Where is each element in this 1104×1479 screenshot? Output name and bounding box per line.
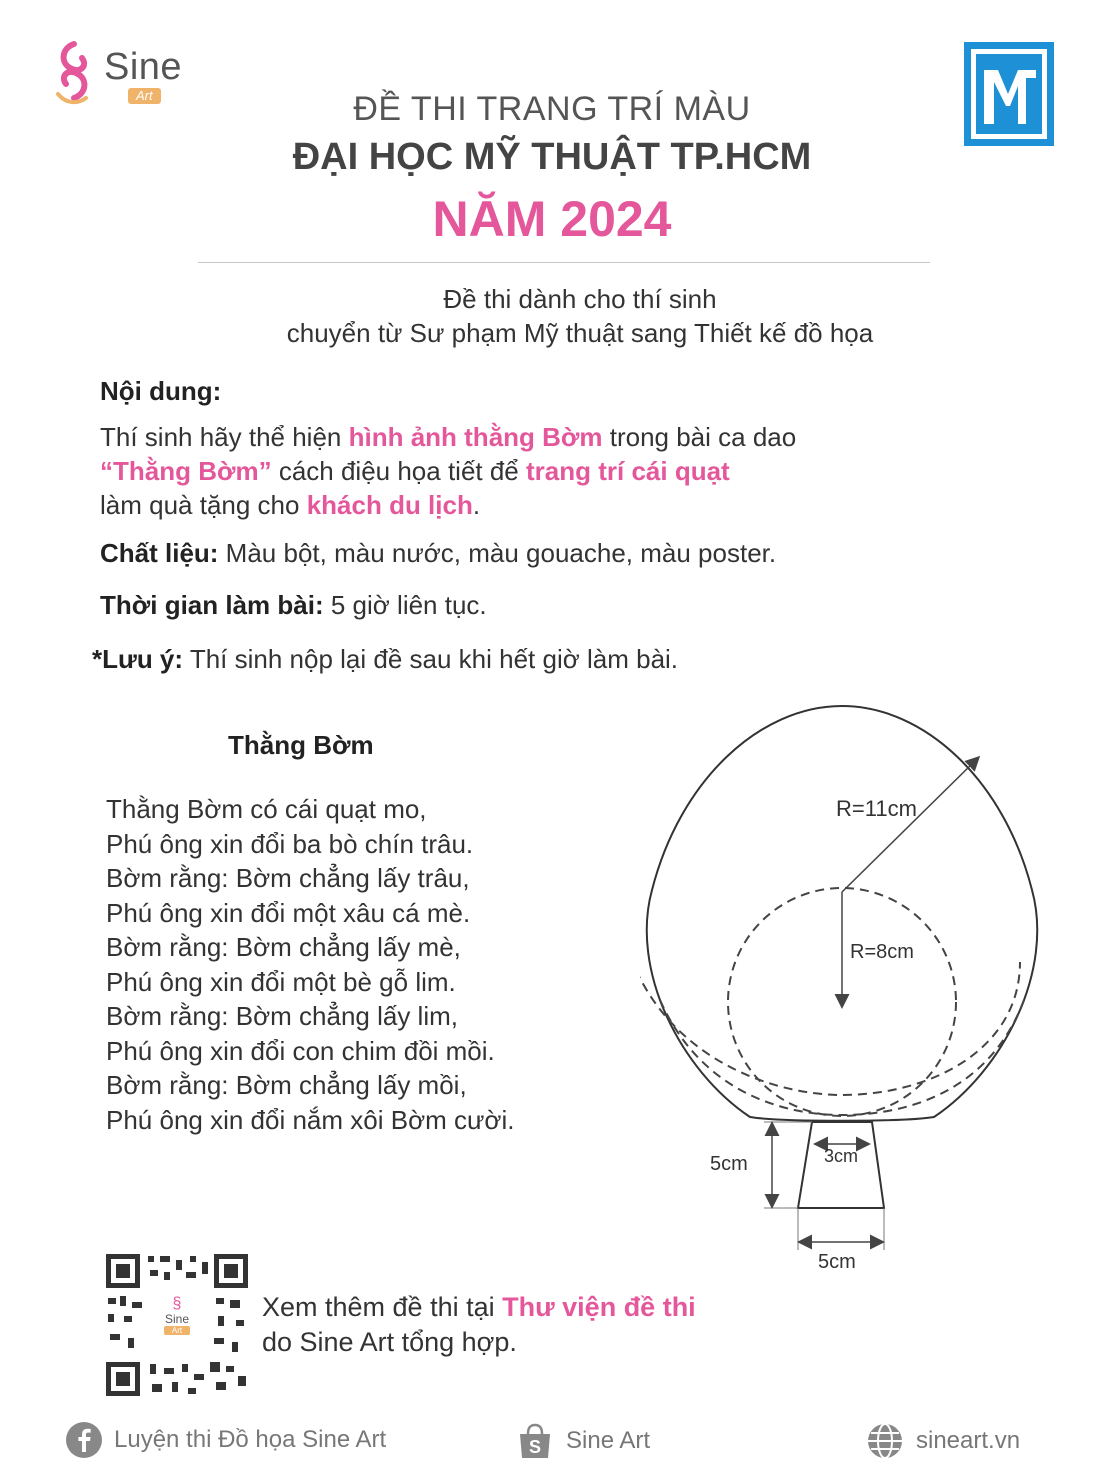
outer-radius-label: R=11cm (836, 796, 917, 821)
divider (198, 262, 930, 263)
footer-facebook-label: Luyện thi Đồ họa Sine Art (114, 1426, 387, 1453)
fan-dashed-arc (640, 962, 1020, 1095)
footer-shop-label: Sine Art (566, 1427, 651, 1454)
footer-website[interactable] (866, 1422, 1020, 1460)
poem-body (106, 792, 514, 1137)
fan-diagram (640, 700, 1060, 1280)
exam-title: ĐỀ THI TRANG TRÍ MÀU (353, 90, 751, 128)
content-text: Thí sinh hãy thể hiện (100, 422, 349, 452)
poem-line: Bờm rằng: Bờm chẳng lấy mè, (106, 932, 461, 962)
poem-line: Bờm rằng: Bờm chẳng lấy trâu, (106, 863, 470, 893)
poem-title: Thằng Bờm (228, 730, 374, 760)
poem-line: Bờm rằng: Bờm chẳng lấy lim, (106, 1001, 458, 1031)
poem-line: Phú ông xin đổi ba bò chín trâu. (106, 828, 474, 859)
time-line (100, 588, 487, 622)
outer-radius-arrow (842, 758, 978, 892)
content-highlight: trang trí cái quạt (526, 456, 730, 486)
handle-bottom-label: 5cm (818, 1251, 856, 1273)
library-link[interactable]: Thư viện đề thi (502, 1292, 696, 1322)
svg-text:S: S (528, 1437, 542, 1457)
university-name: ĐẠI HỌC MỸ THUẬT TP.HCM (292, 136, 812, 178)
time-value: 5 giờ liên tục. (323, 590, 487, 620)
content-highlight: “Thằng Bờm” (100, 456, 272, 486)
qr-logo-text: Sine (164, 1312, 190, 1326)
content-paragraph-line1 (100, 420, 796, 454)
content-paragraph-line3 (100, 488, 480, 522)
subtitle-line1: Đề thi dành cho thí sinh (443, 284, 717, 314)
material-value: Màu bột, màu nước, màu gouache, màu poster. (218, 538, 777, 568)
content-text: trong bài ca dao (602, 422, 797, 452)
note-line (92, 642, 678, 676)
qr-caption (262, 1290, 696, 1360)
handle-height-label: 5cm (710, 1153, 748, 1175)
poem-line: Phú ông xin đổi một bè gỗ lim. (106, 966, 456, 997)
fan-dashed-arc (660, 1000, 1024, 1115)
exam-year: NĂM 2024 (432, 191, 672, 247)
poem-line: Phú ông xin đổi con chim đồi mồi. (106, 1035, 495, 1066)
qr-caption-line2: do Sine Art tổng hợp. (262, 1327, 517, 1357)
globe-icon (866, 1422, 904, 1460)
note-label: *Lưu ý: (92, 644, 184, 674)
poem-line: Bờm rằng: Bờm chẳng lấy mồi, (106, 1070, 467, 1100)
footer-shop[interactable] (516, 1422, 650, 1460)
qr-center-logo (154, 1296, 200, 1335)
logo-wordmark: Sine (104, 46, 183, 88)
poem-line: Thằng Bờm có cái quạt mo, (106, 794, 427, 824)
qr-logo-icon: § (172, 1295, 182, 1312)
footer-website-label: sineart.vn (916, 1427, 1021, 1454)
handle-top-label: 3cm (824, 1146, 859, 1166)
poem-line: Phú ông xin đổi một xâu cá mè. (106, 897, 471, 928)
inner-radius-label: R=8cm (850, 941, 914, 963)
content-highlight: khách du lịch (306, 490, 473, 520)
subtitle-line2: chuyển từ Sư phạm Mỹ thuật sang Thiết kế đồ họa (286, 318, 874, 348)
content-text: cách điệu họa tiết để (271, 456, 526, 486)
content-highlight: hình ảnh thằng Bờm (348, 422, 603, 452)
content-paragraph-line2 (100, 454, 730, 488)
time-label: Thời gian làm bài: (100, 590, 324, 620)
material-line (100, 536, 776, 570)
content-heading: Nội dung: (100, 376, 222, 406)
qr-caption-text: Xem thêm đề thi tại (262, 1292, 503, 1322)
note-value: Thí sinh nộp lại đề sau khi hết giờ làm bài. (183, 644, 679, 674)
facebook-icon (66, 1422, 102, 1458)
footer-facebook[interactable] (66, 1422, 386, 1458)
material-label: Chất liệu: (100, 538, 219, 568)
shopping-bag-icon (516, 1422, 554, 1460)
content-text: làm quà tặng cho (100, 490, 307, 520)
qr-caption-line1 (262, 1290, 696, 1325)
content-text: . (472, 490, 481, 520)
poem-line: Phú ông xin đổi nắm xôi Bờm cười. (106, 1104, 515, 1135)
qr-logo-tag: Art (164, 1326, 190, 1335)
logo-tag: Art (128, 88, 161, 104)
